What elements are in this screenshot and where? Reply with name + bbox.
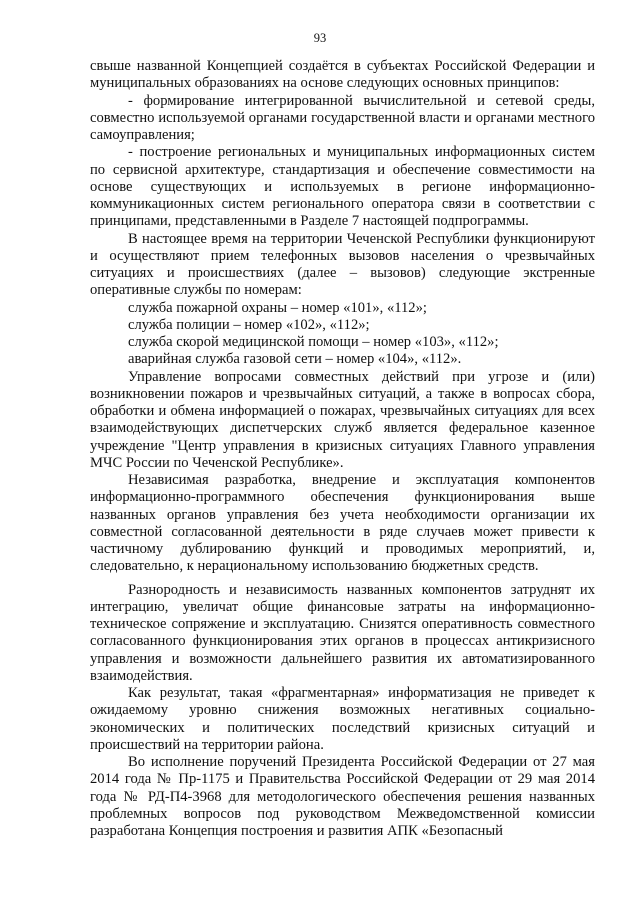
service-ambulance: служба скорой медицинской помощи – номер «103», «112»;: [128, 334, 499, 350]
paragraph-services: В настоящее время на территории Чеченской Республики функционируют и осуществляют прием телефонных вызовов населения о чрезвычайных ситуациях и происшествиях (далее – вызовов) следующие экстренные оперативные службы по номерам:: [90, 230, 595, 299]
principle-item-2: - построение региональных и муниципальных информационных систем по сервисной архитектуре, стандартизация и обеспечение совместимости на основе существующих и используемых в регионе информационно-коммуникационных систем регионального оператора связи в соответствии с принципами, представленными в Разделе 7 настоящей подпрограммы.: [90, 144, 595, 230]
service-police: служба полиции – номер «102», «112»;: [128, 316, 370, 333]
paragraph-execution: Во исполнение поручений Президента Российской Федерации от 27 мая 2014 года № Пр-1175 и Правительства Российской Федерации от 29 мая 2014 года № РД-П4-3968 для методологического обеспечения решения названных проблемных вопросов под руководством Межведомственной комиссии разработана Концепция построения и развития АПК «Безопасный: [90, 754, 595, 839]
paragraph-result: Как результат, такая «фрагментарная» информатизация не приведет к ожидаемому уровню снижения возможных негативных социально-экономических и политических последствий кризисных ситуаций и происшествий на территории района.: [90, 685, 595, 753]
service-fire: служба пожарной охраны – номер «101», «112»;: [128, 299, 427, 316]
page-number: 93: [313, 31, 327, 45]
paragraph-management: Управление вопросами совместных действий при угрозе и (или) возникновении пожаров и чрезвычайных ситуаций, а также в вопросах сбора, обработки и обмена информацией о пожарах, чрезвычайных ситуациях для всех взаимодействующих диспетчерских служб является федеральное казенное учреждение "Центр управления в кризисных ситуациях Главного управления МЧС России по Чеченской Республике».: [90, 368, 595, 471]
paragraph-development: Независимая разработка, внедрение и эксплуатация компонентов информационно-программного обеспечения функционирования выше названных органов управления без учета необходимости организации их совместной согласованной деятельности в ряде случаев может привести к частичному дублированию функций и проводимых мероприятий, и, следовательно, к нерациональному использованию бюджетных средств.: [90, 472, 595, 575]
service-gas: аварийная служба газовой сети – номер «104», «112».: [128, 351, 462, 368]
paragraph-heterogeneity: Разнородность и независимость названных компонентов затруднят их интеграцию, увеличат общие финансовые затраты на информационно-техническое сопряжение и эксплуатацию. Снизятся оперативность совместного согласованного функционирования этих органов в процессах антикризисного управления и возможности дальнейшего развития их автоматизированного взаимодействия.: [90, 581, 595, 684]
principle-item-1: - формирование интегрированной вычислительной и сетевой среды, совместно используемой органами государственной власти и органами местного самоуправления;: [90, 92, 595, 143]
body-text: [90, 58, 595, 840]
paragraph-intro: свыше названной Концепцией создаётся в субъектах Российской Федерации и муниципальных образованиях на основе следующих основных принципов:: [90, 58, 595, 92]
